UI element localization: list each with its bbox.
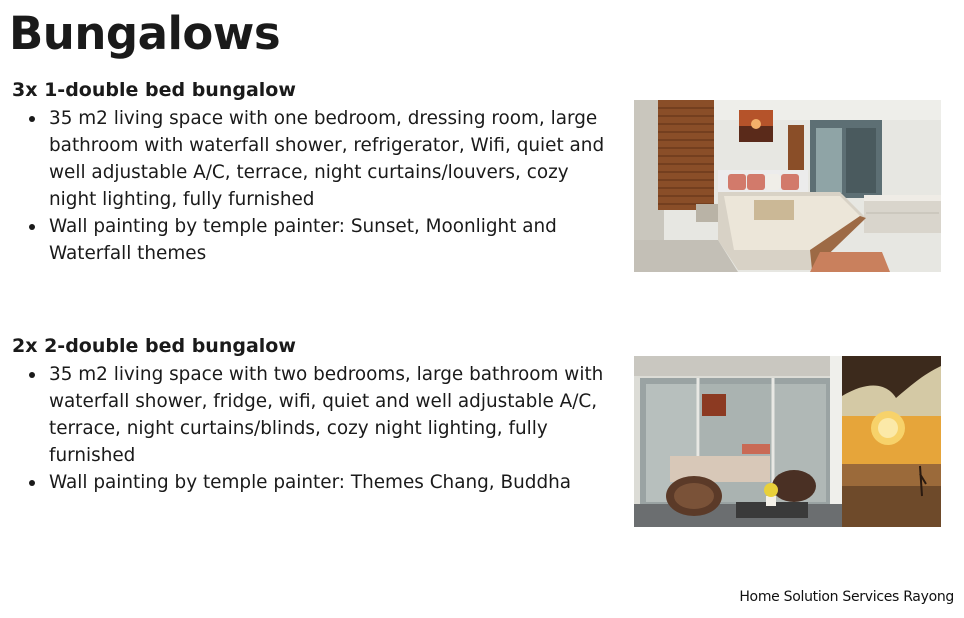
feature-list bbox=[12, 105, 612, 267]
section-2-double-bed bbox=[12, 333, 612, 496]
section-heading: 3x 1-double bed bungalow bbox=[12, 79, 296, 101]
feature-item: Wall painting by temple painter: Themes Chang, Buddha bbox=[12, 469, 612, 496]
feature-list bbox=[12, 361, 612, 496]
section-1-double-bed bbox=[12, 77, 612, 267]
terrace-photo bbox=[634, 356, 941, 527]
feature-item: Wall painting by temple painter: Sunset, Moonlight and Waterfall themes bbox=[12, 213, 612, 267]
feature-item: 35 m2 living space with one bedroom, dressing room, large bathroom with waterfall shower, refrigerator, Wifi, quiet and well adjustable A/C, terrace, night curtains/louvers, cozy night lighting, fully furnished bbox=[12, 105, 612, 213]
footer-credit: Home Solution Services Rayong bbox=[739, 589, 954, 605]
section-heading: 2x 2-double bed bungalow bbox=[12, 335, 296, 357]
page-title: Bungalows bbox=[9, 7, 281, 60]
feature-item: 35 m2 living space with two bedrooms, large bathroom with waterfall shower, fridge, wifi, quiet and well adjustable A/C, terrace, night curtains/blinds, cozy night lighting, fully furnished bbox=[12, 361, 612, 469]
bedroom-photo bbox=[634, 100, 941, 272]
